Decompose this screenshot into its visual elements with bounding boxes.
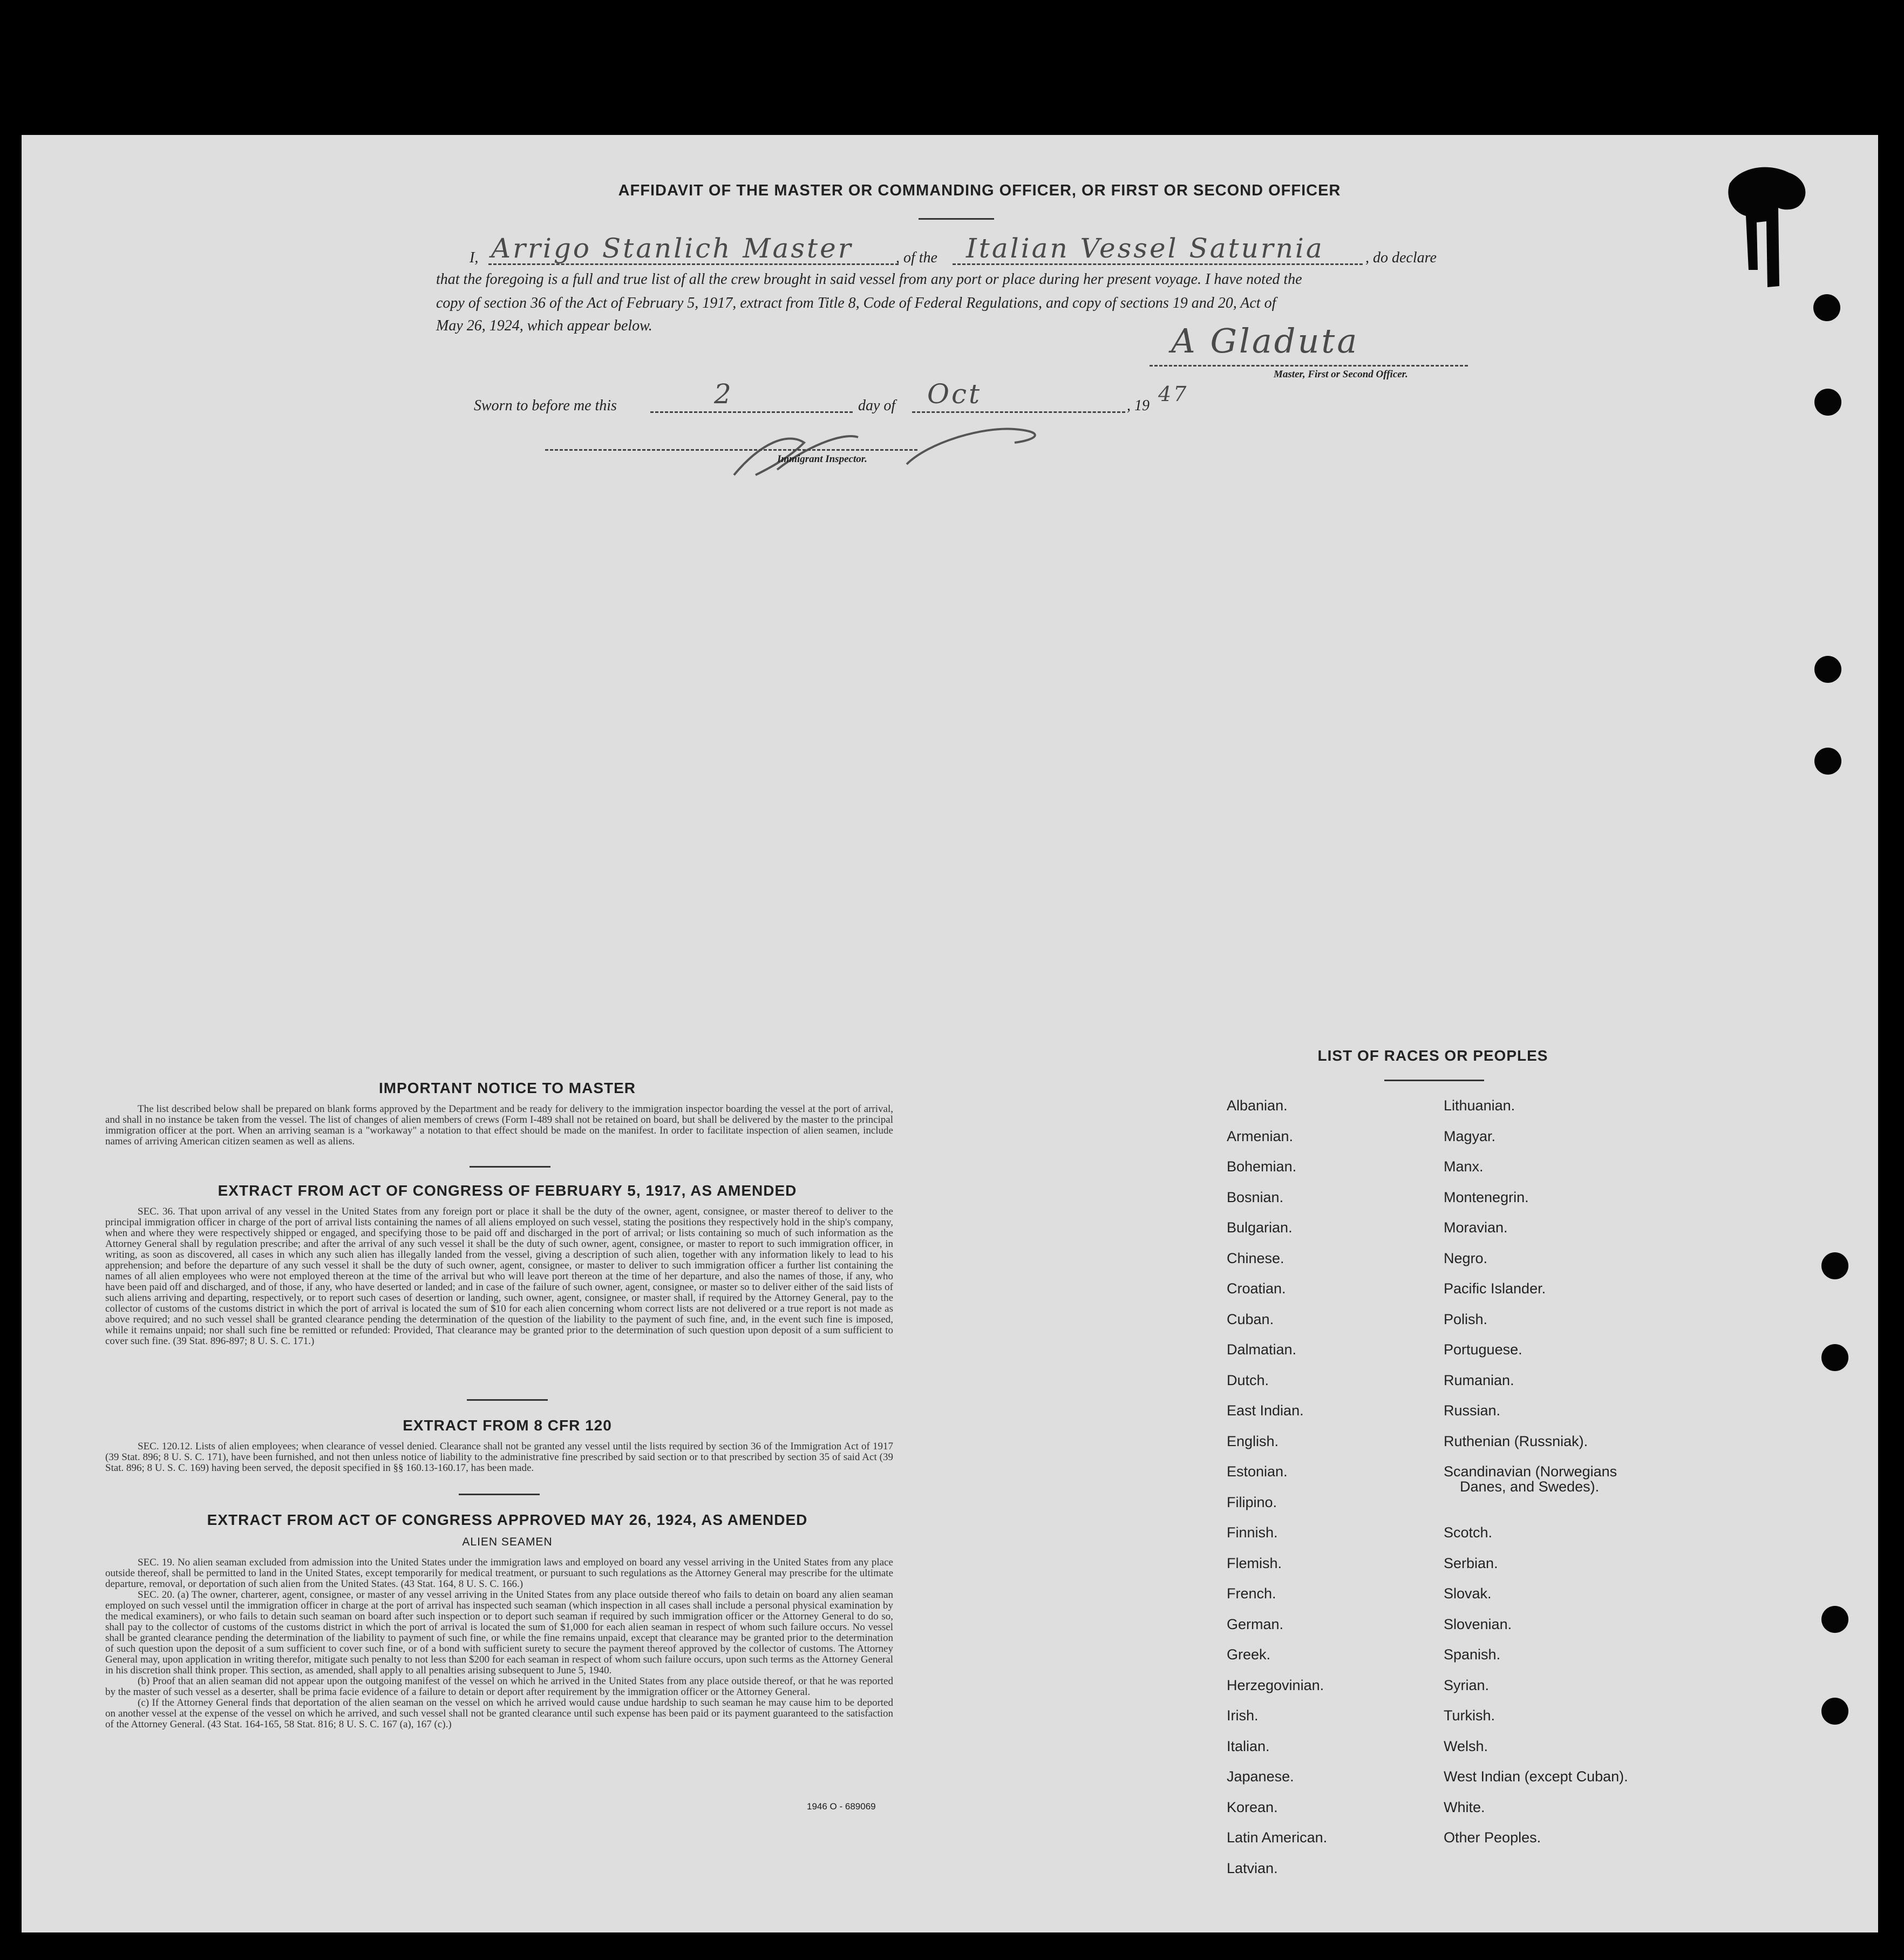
race-item: Croatian.	[1227, 1280, 1286, 1297]
section-19-paragraph: SEC. 19. No alien seaman excluded from admission into the United States under the immigration laws and employed on board any vessel arriving in the United States from any place outside thereof, shall be permitted to land in the United States, except temporarily for medical treatment, or pursuant to such regulations as the Attorney General may prescribe for the ultimate departure, removal, or deportation of such alien from the United States. (43 Stat. 164, 8 U. S. C. 166.)	[105, 1557, 893, 1590]
punch-hole	[1814, 748, 1841, 775]
vessel-name-line	[953, 263, 1363, 265]
section-20c-paragraph: (c) If the Attorney General finds that deportation of the alien seaman on the vessel on which he arrived would cause undue hardship to such seaman he may cause him to be deported on another vessel at the expense of the vessel on which he arrived, and such vessel shall not be granted clearance until such expense has been paid or its payment guaranteed to the satisfaction of the Attorney General. (43 Stat. 164-165, 58 Stat. 816; 8 U. S. C. 167 (a), 167 (c).)	[105, 1697, 893, 1730]
race-item: Manx.	[1444, 1158, 1484, 1175]
section-20a-paragraph: SEC. 20. (a) The owner, charterer, agent, consignee, or master of any vessel arriving in the United States from any place outside thereof who fails to detain on board any alien seaman employed on such vessel until the immigration officer in charge at the port of arrival has inspected such seaman (which inspection in all cases shall include a personal physical examination by the medical examiners), or who fails to detain such seaman on board after such inspection or to deport such seaman if required by such immigration officer or the Attorney General to do so, shall pay to the collector of customs of the customs district in which the port of arrival is located the sum of $1,000 for each alien seaman in respect of whom such failure occurs. No vessel shall be granted clearance pending the determination of the liability to payment of such fine, or while the fine remains unpaid, except that clearance may be granted prior to the determination of such question upon the deposit of a sum sufficient to cover such fine, or of a bond with sufficient surety to secure the payment thereof approved by the collector of customs. The Attorney General may, upon application in writing therefor, mitigate such penalty to not less than $200 for each seaman in respect of whom such failure occurs, upon such terms as the Attorney General in his discretion shall think proper. This section, as amended, shall apply to all penalties arising subsequent to June 5, 1940.	[105, 1589, 893, 1676]
race-item: Latvian.	[1227, 1860, 1278, 1876]
day-of-label: day of	[858, 397, 896, 414]
race-item: German.	[1227, 1616, 1284, 1632]
race-item: Filipino.	[1227, 1494, 1277, 1510]
extract-1917-rule	[467, 1399, 548, 1401]
race-item: Cuban.	[1227, 1311, 1274, 1327]
extract-1917-body: SEC. 36. That upon arrival of any vessel in the United States from any foreign port or place it shall be the duty of the owner, agent, consignee, or master thereof to deliver to the principal immigration officer in charge of the port of arrival lists containing the names of all aliens employed on such vessel, stating the positions they respectively hold in the ship's company, when and where they were respectively shipped or engaged, and specifying those to be paid off and discharged in the port of arrival; or lists containing so much of such information as the Attorney General shall by regulation prescribe; and after the arrival of any such vessel it shall be the duty of such owner, agent, consignee, or master to report to such immigration officer, in writing, as soon as discovered, all cases in which any such alien has illegally landed from the vessel, giving a description of such alien, together with any information likely to lead to his apprehension; and before the departure of any such vessel it shall be the duty of such owner, agent, consignee, or master to deliver to such immigration officer a further list containing the names of all alien employees who were not employed thereon at the time of the arrival but who will leave port thereon at the time of her departure, and also the names of those, if any, who have been paid off and discharged, and of those, if any, who have deserted or landed; and in case of the failure of such owner, agent, consignee, or master so to deliver either of the said lists of such aliens arriving and departing, respectively, or to report such cases of desertion or landing, such owner, agent, consignee, or master shall, if required by the Attorney General, pay to the collector of customs of the customs district in which the port of arrival is located the sum of $10 for each alien concerning whom correct lists are not delivered or a true report is not made as above required; and no such vessel shall be granted clearance pending the determination of the question of the liability to the payment of such fine, and, in the event such fine is imposed, while it remains unpaid; nor shall such fine be remitted or refunded: Provided, That clearance may be granted prior to the determination of such question upon deposit of a sum sufficient to cover such fine. (39 Stat. 896-897; 8 U. S. C. 171.)	[105, 1206, 893, 1347]
race-item: Japanese.	[1227, 1768, 1294, 1785]
punch-hole	[1813, 294, 1840, 321]
race-item: Estonian.	[1227, 1463, 1288, 1480]
extract-1917-title: EXTRACT FROM ACT OF CONGRESS OF FEBRUARY 5, 1917, AS AMENDED	[217, 1182, 797, 1199]
race-item: Irish.	[1227, 1707, 1259, 1724]
race-item: Armenian.	[1227, 1128, 1294, 1144]
race-item: Serbian.	[1444, 1555, 1498, 1571]
punch-hole	[1814, 389, 1841, 416]
race-item: Lithuanian.	[1444, 1097, 1515, 1114]
races-rule	[1384, 1080, 1484, 1081]
race-item: Montenegrin.	[1444, 1189, 1529, 1205]
extract-cfr-title: EXTRACT FROM 8 CFR 120	[403, 1417, 612, 1434]
punch-hole	[1814, 656, 1841, 683]
race-item: Russian.	[1444, 1402, 1501, 1419]
race-item: Magyar.	[1444, 1128, 1496, 1144]
race-item: White.	[1444, 1799, 1485, 1815]
race-item: Ruthenian (Russniak).	[1444, 1433, 1588, 1449]
print-code: 1946 O - 689069	[807, 1801, 876, 1812]
vessel-name-handwriting: Italian Vessel Saturnia	[966, 233, 1324, 264]
race-item: Bulgarian.	[1227, 1219, 1293, 1236]
title-rule	[919, 218, 994, 220]
race-item: Portuguese.	[1444, 1341, 1522, 1358]
punch-hole	[1821, 1344, 1848, 1371]
sworn-day-handwriting: 2	[714, 378, 733, 410]
race-item: Pacific Islander.	[1444, 1280, 1546, 1297]
race-item: Slovak.	[1444, 1585, 1492, 1602]
punch-hole	[1821, 1252, 1848, 1279]
ink-blot-icon	[1719, 162, 1811, 291]
sworn-label: Sworn to before me this	[474, 397, 617, 414]
race-item: Dalmatian.	[1227, 1341, 1297, 1358]
race-item: Welsh.	[1444, 1738, 1488, 1754]
race-item: Syrian.	[1444, 1677, 1490, 1693]
i-label: I,	[470, 249, 479, 266]
affidavit-line-4: May 26, 1924, which appear below.	[436, 317, 652, 334]
race-item: Finnish.	[1227, 1524, 1278, 1541]
race-item: Greek.	[1227, 1646, 1271, 1663]
race-item: Slovenian.	[1444, 1616, 1512, 1632]
master-name-handwriting: Arrigo Stanlich Master	[491, 233, 853, 264]
race-item: Polish.	[1444, 1311, 1488, 1327]
master-signature: A Gladuta	[1171, 321, 1359, 361]
race-item: Turkish.	[1444, 1707, 1495, 1724]
race-item: Bohemian.	[1227, 1158, 1297, 1175]
races-title: LIST OF RACES OR PEOPLES	[1317, 1047, 1548, 1064]
race-item: Rumanian.	[1444, 1372, 1514, 1388]
race-item: Chinese.	[1227, 1250, 1284, 1266]
race-item: Negro.	[1444, 1250, 1488, 1266]
race-item: Other Peoples.	[1444, 1829, 1541, 1846]
master-name-line	[488, 263, 899, 265]
section-20b-paragraph: (b) Proof that an alien seaman did not appear upon the outgoing manifest of the vessel on which he arrived in the United States from any place outside thereof, or that he was reported by the master of such vessel as a deserter, shall be prima facie evidence of a failure to detain or deport after requirement by the immigration officer or the Attorney General.	[105, 1676, 893, 1698]
race-item: Herzegovinian.	[1227, 1677, 1324, 1693]
extract-1924-body	[105, 1557, 893, 1730]
race-item: East Indian.	[1227, 1402, 1304, 1419]
punch-hole	[1821, 1606, 1848, 1633]
do-declare-label: , do declare	[1365, 249, 1437, 266]
extract-cfr-body: SEC. 120.12. Lists of alien employees; when clearance of vessel denied. Clearance shall not be granted any vessel until the lists required by section 36 of the Immigration Act of 1917 (39 Stat. 896; 8 U. S. C. 171), have been furnished, and not then unless notice of liability to the administrative fine prescribed by said section or to that prescribed by section 35 of said Act (39 Stat. 896; 8 U. S. C. 169) having been served, the deposit specified in §§ 160.13-160.17, has been made.	[105, 1441, 893, 1474]
notice-rule	[470, 1166, 550, 1168]
affidavit-line-2: that the foregoing is a full and true list of all the crew brought in said vessel from any port or place during her present voyage. I have noted the	[436, 271, 1302, 288]
inspector-line	[545, 449, 917, 451]
punch-hole	[1821, 1698, 1848, 1725]
race-item: English.	[1227, 1433, 1279, 1449]
race-item: Scandinavian (Norwegians	[1444, 1463, 1617, 1480]
race-item: Korean.	[1227, 1799, 1278, 1815]
race-item-continuation: Danes, and Swedes).	[1460, 1479, 1600, 1495]
race-item: Moravian.	[1444, 1219, 1508, 1236]
race-item: West Indian (except Cuban).	[1444, 1768, 1628, 1785]
sworn-month-handwriting: Oct	[927, 378, 982, 410]
year-handwriting: 47	[1158, 382, 1189, 406]
race-item: Spanish.	[1444, 1646, 1501, 1663]
race-item: Flemish.	[1227, 1555, 1282, 1571]
race-item: Albanian.	[1227, 1097, 1288, 1114]
extract-cfr-rule	[459, 1494, 540, 1495]
signature-caption: Master, First or Second Officer.	[1274, 369, 1408, 380]
race-item: French.	[1227, 1585, 1276, 1602]
race-item: Italian.	[1227, 1738, 1270, 1754]
of-the-label: , of the	[896, 249, 937, 266]
notice-title: IMPORTANT NOTICE TO MASTER	[378, 1080, 636, 1096]
affidavit-line-3: copy of section 36 of the Act of February 5, 1917, extract from Title 8, Code of Federal Regulations, and copy of sections 19 and 20, Act of	[436, 295, 1276, 311]
inspector-caption: Immigrant Inspector.	[777, 453, 867, 465]
race-item: Dutch.	[1227, 1372, 1269, 1388]
race-item: Scotch.	[1444, 1524, 1493, 1541]
notice-body: The list described below shall be prepared on blank forms approved by the Department and be ready for delivery to the immigration inspector boarding the vessel at the port of arrival, and shall in no instance be taken from the vessel. The list of changes of alien members of crews (Form I-489 shall not be retained on board, but shall be delivered by the master to the principal immigration officer at the port. When an arriving seaman is a "workaway" a notation to that effect should be made on the manifest. In order to facilitate inspection of alien seamen, include names of arriving American citizen seamen as well as aliens.	[105, 1103, 893, 1147]
extract-1924-title: EXTRACT FROM ACT OF CONGRESS APPROVED MAY 26, 1924, AS AMENDED	[207, 1511, 808, 1528]
signature-line	[1150, 365, 1468, 367]
affidavit-title: AFFIDAVIT OF THE MASTER OR COMMANDING OFFICER, OR FIRST OR SECOND OFFICER	[618, 182, 1341, 199]
inspector-signature-scribble	[680, 410, 1155, 486]
year-prefix: , 19	[1127, 397, 1150, 414]
extract-1924-subtitle: ALIEN SEAMEN	[462, 1536, 553, 1548]
race-item: Latin American.	[1227, 1829, 1328, 1846]
race-item: Bosnian.	[1227, 1189, 1284, 1205]
